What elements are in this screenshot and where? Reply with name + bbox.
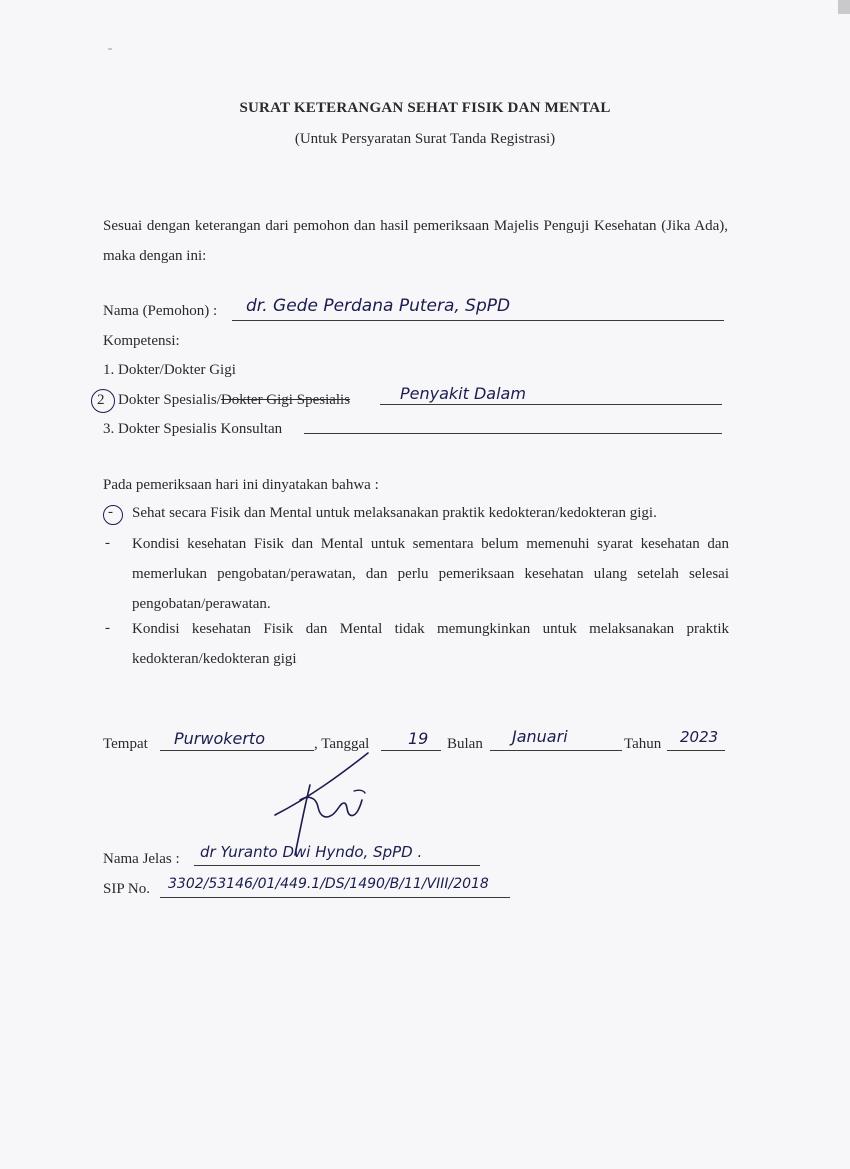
tahun-value: 2023: [680, 728, 719, 746]
intro-paragraph: Sesuai dengan keterangan dari pemohon dan hasil pemeriksaan Majelis Penguji Kesehatan (Jika Ada), maka dengan ini:: [103, 218, 728, 264]
nama-pemohon-value: dr. Gede Perdana Putera, SpPD: [246, 296, 511, 316]
sip-value: 3302/53146/01/449.1/DS/1490/B/11/VIII/2018: [168, 876, 489, 892]
scan-dot: [108, 48, 112, 50]
nama-jelas-value: dr Yuranto Dwi Hyndo, SpPD .: [200, 843, 423, 861]
bulan-line: [490, 750, 622, 751]
bulan-value: Januari: [512, 727, 568, 746]
kompetensi-item-3: 3. Dokter Spesialis Konsultan: [103, 421, 283, 437]
statement-3-marker: -: [105, 620, 110, 636]
document-subtitle: (Untuk Persyaratan Surat Tanda Registrasi): [294, 131, 556, 147]
statement-1-marker: -: [108, 504, 113, 520]
tahun-label: Tahun: [624, 736, 662, 752]
statement-intro: Pada pemeriksaan hari ini dinyatakan bahwa :: [103, 477, 379, 493]
document-title: SURAT KETERANGAN SEHAT FISIK DAN MENTAL: [239, 100, 611, 116]
tempat-value: Purwokerto: [174, 729, 265, 748]
sip-label: SIP No.: [103, 881, 150, 897]
kompetensi-item-2-line: [380, 404, 722, 405]
kompetensi-item-2: [118, 392, 350, 409]
kompetensi-item-2-struck: Dokter Gigi Spesialis: [220, 392, 351, 408]
kompetensi-label: Kompetensi:: [103, 333, 180, 349]
statement-2: Kondisi kesehatan Fisik dan Mental untuk sementara belum memenuhi syarat kesehatan dan memerlukan pengobatan/perawatan, dan perlu pemeriksaan kesehatan ulang setelah selesai pengobatan/perawatan.: [132, 536, 729, 612]
tempat-label: Tempat: [103, 736, 148, 752]
bulan-label: Bulan: [447, 736, 483, 752]
tahun-line: [667, 750, 725, 751]
nama-pemohon-line: [232, 320, 724, 321]
nama-jelas-label: Nama Jelas :: [103, 851, 180, 867]
kompetensi-item-2-text: Dokter Spesialis/: [118, 392, 221, 408]
statement-3: Kondisi kesehatan Fisik dan Mental tidak memungkinkan untuk melaksanakan praktik kedokteran/kedokteran gigi: [132, 621, 729, 667]
kompetensi-item-2-value: Penyakit Dalam: [400, 384, 526, 403]
nama-pemohon-label: Nama (Pemohon) :: [103, 303, 218, 319]
statement-1: Sehat secara Fisik dan Mental untuk melaksanakan praktik kedokteran/kedokteran gigi.: [132, 505, 657, 521]
kompetensi-item-3-line: [304, 433, 722, 434]
tanggal-value: 19: [408, 729, 429, 748]
tanggal-label: , Tanggal: [314, 736, 370, 752]
statement-2-marker: -: [105, 535, 110, 551]
kompetensi-item-2-number: 2: [97, 392, 105, 408]
kompetensi-item-1: 1. Dokter/Dokter Gigi: [103, 362, 236, 378]
scan-edge-mark: [838, 0, 850, 14]
sip-line: [160, 897, 510, 898]
statement-selection-circle: [103, 505, 123, 525]
nama-jelas-line: [194, 865, 480, 866]
